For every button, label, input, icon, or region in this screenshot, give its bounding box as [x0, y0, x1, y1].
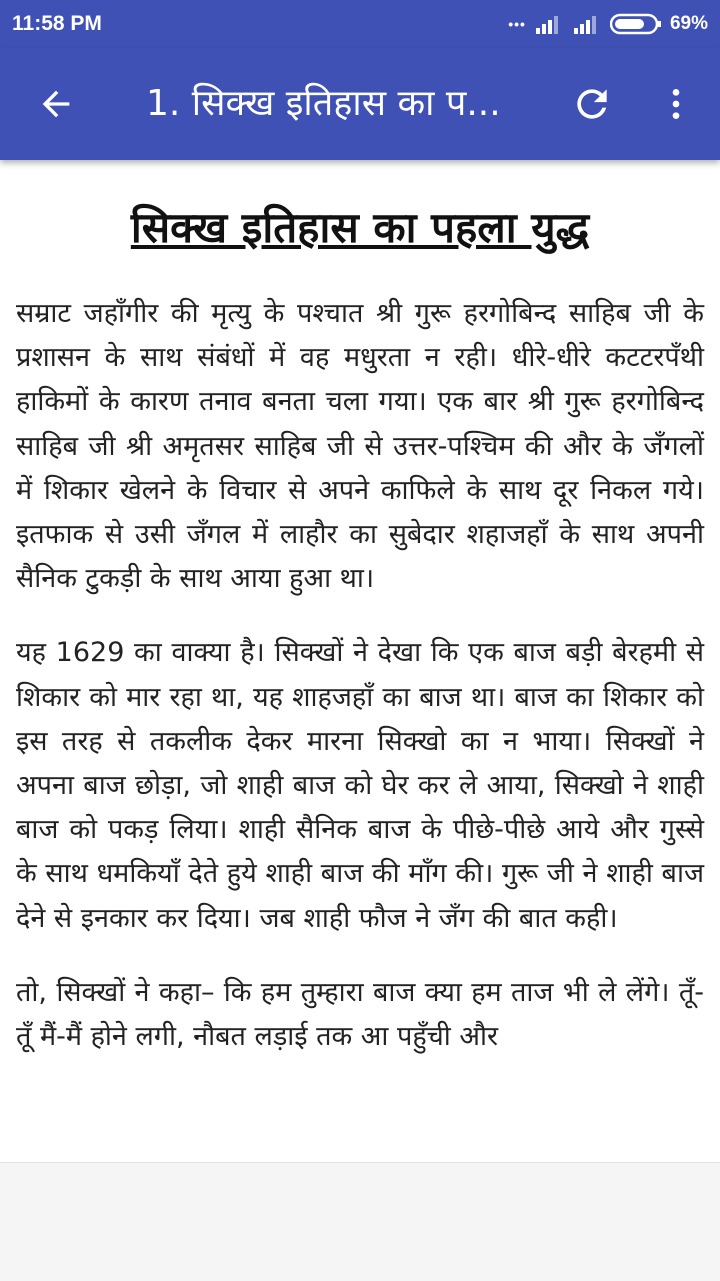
more-vertical-icon — [656, 84, 696, 124]
refresh-button[interactable] — [562, 74, 622, 134]
article-paragraph: तो, सिक्खों ने कहा– कि हम तुम्हारा बाज क्या हम ताज भी ले लेंगे। तूँ-तूँ मैं-मैं होने लगी, नौबत लड़ाई तक आ पहुँची और — [16, 976, 704, 1053]
app-toolbar — [0, 48, 720, 160]
more-dots-icon: ••• — [508, 16, 526, 32]
refresh-icon — [570, 82, 614, 126]
bottom-panel — [0, 1162, 720, 1281]
signal-icon — [534, 14, 564, 34]
article-content[interactable] — [0, 160, 720, 1162]
back-button[interactable] — [26, 74, 86, 134]
status-time: 11:58 PM — [12, 12, 102, 35]
signal-icon — [572, 14, 602, 34]
article-paragraph: सम्राट जहाँगीर की मृत्यु के पश्चात श्री गुरू हरगोबिन्द साहिब जी के प्रशासन के साथ संबंधों में वह मधुरता न रही। धीरे-धीरे कटटरपँथी हाकिमों के कारण तनाव बनता चला गया। एक बार श्री गुरू हरगोबिन्द साहिब जी श्री अमृतसर साहिब जी से उत्तर-पश्चिम की और के जँगलों में शिकार खेलने के विचार से अपने काफिले के साथ दूर निकल गये। इतफाक से उसी जँगल में लाहौर का सुबेदार शहाजहाँ के साथ अपनी सैनिक टुकड़ी के साथ आया हुआ था। — [16, 298, 704, 595]
battery-level: 69% — [669, 13, 708, 34]
arrow-left-icon — [36, 84, 76, 124]
status-icons — [508, 13, 708, 35]
article-paragraph: यह 1629 का वाक्या है। सिक्खों ने देखा कि एक बाज बड़ी बेरहमी से शिकार को मार रहा था, यह शाहजहाँ का बाज था। बाज का शिकार को इस तरह से तकलीक देकर मारना सिक्खो का न भाया। सिक्खों ने अपना बाज छोड़ा, जो शाही बाज को घेर कर ले आया, सिक्खो ने शाही बाज को पकड़ लिया। शाही सैनिक बाज के पीछे-पीछे आये और गुस्से के साथ धमकियाँ देते हुये शाही बाज की माँग की। गुरू जी ने शाही बाज देने से इनकार कर दिया। जब शाही फौज ने जँग की बात कही। — [16, 637, 704, 934]
status-bar — [0, 0, 720, 48]
article-heading: सिक्ख इतिहास का पहला युद्ध — [130, 203, 590, 252]
toolbar-title: 1. सिक्ख इतिहास का प... — [146, 83, 501, 124]
battery-icon — [610, 13, 662, 35]
more-options-button[interactable] — [646, 74, 706, 134]
